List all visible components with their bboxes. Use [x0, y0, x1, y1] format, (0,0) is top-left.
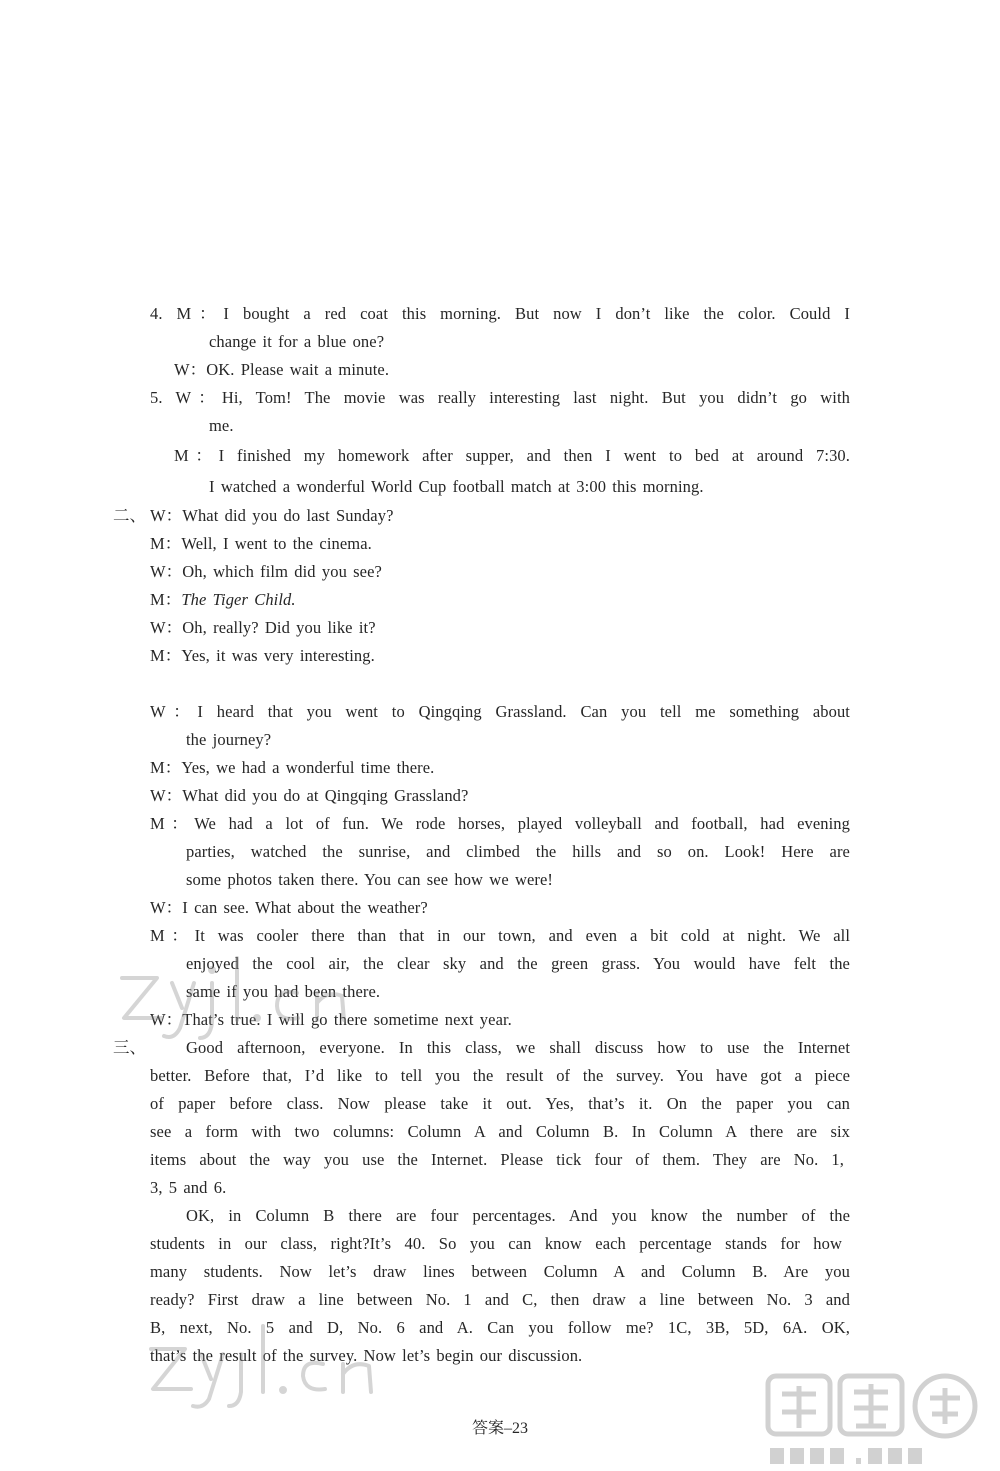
dialogue-line: W：I can see. What about the weather? — [150, 898, 428, 917]
q5-reply-1: M：I finished my homework after supper, and then I went to bed at around 7:30. — [174, 446, 850, 465]
paragraph-line: 3, 5 and 6. — [150, 1178, 227, 1197]
utterance: Well, I went to the cinema. — [181, 534, 372, 553]
q4-line-1: 4. M：I bought a red coat this morning. But now I don’t like the color. Could I — [150, 304, 850, 323]
q5-line-1: 5. W：Hi, Tom! The movie was really interesting last night. But you didn’t go with — [150, 388, 850, 407]
paragraph-line: that’s the result of the survey. Now let’s begin our discussion. — [150, 1346, 583, 1365]
paragraph-line: B, next, No. 5 and D, No. 6 and A. Can you follow me? 1C, 3B, 5D, 6A. OK, — [150, 1318, 850, 1337]
q5-reply-2: I watched a wonderful World Cup football match at 3:00 this morning. — [209, 477, 704, 496]
utterance: What did you do last Sunday? — [182, 506, 394, 525]
speaker: W： — [150, 562, 183, 581]
speaker: M： — [150, 590, 182, 609]
dialogue-line — [150, 590, 296, 610]
paragraph-line: ready? First draw a line between No. 1 and C, then draw a line between No. 3 and — [150, 1290, 850, 1309]
dialogue-line — [150, 506, 394, 526]
q4-reply: W：OK. Please wait a minute. — [174, 360, 390, 379]
q4-line-2: change it for a blue one? — [209, 332, 385, 351]
section-2-marker: 二、 — [113, 506, 146, 525]
paragraph-line: items about the way you use the Internet. Please tick four of them. They are No. 1, — [150, 1150, 844, 1169]
dialogue-line: W：What did you do at Qingqing Grassland? — [150, 786, 469, 805]
dialogue-line — [150, 646, 375, 666]
paragraph-line: see a form with two columns: Column A and Column B. In Column A there are six — [150, 1122, 850, 1141]
zyjl-watermark-logo — [112, 948, 392, 1043]
dialogue-line — [150, 562, 382, 582]
paragraph-line: Good afternoon, everyone. In this class, we shall discuss how to use the Internet — [186, 1038, 850, 1057]
speaker: W： — [150, 506, 183, 525]
mxqe-watermark-logo — [760, 1368, 1000, 1471]
dialogue-line: M：It was cooler there than that in our town, and even a bit cold at night. We all — [150, 926, 850, 945]
dialogue-line — [150, 534, 372, 554]
dialogue-line: W：I heard that you went to Qingqing Grassland. Can you tell me something about — [150, 702, 850, 721]
speaker: W： — [150, 618, 183, 637]
dialogue-line — [150, 618, 376, 638]
utterance: Yes, it was very interesting. — [181, 646, 375, 665]
dialogue-line: enjoyed the cool air, the clear sky and the green grass. You would have felt the — [186, 954, 850, 973]
film-title: The Tiger Child. — [181, 590, 296, 609]
dialogue-line: W：That’s true. I will go there sometime next year. — [150, 1010, 512, 1029]
paragraph-line: of paper before class. Now please take it out. Yes, that’s it. On the paper you can — [150, 1094, 850, 1113]
dialogue-line: the journey? — [186, 730, 272, 749]
page-number: 答案–23 — [471, 1420, 528, 1437]
paragraph-line: OK, in Column B there are four percentages. And you know the number of the — [186, 1206, 850, 1225]
dialogue-line: M：Yes, we had a wonderful time there. — [150, 758, 435, 777]
utterance: Oh, really? Did you like it? — [182, 618, 376, 637]
section-3-marker: 三、 — [113, 1038, 146, 1057]
paragraph-line: students in our class, right?It’s 40. So you can know each percentage stands for how — [150, 1234, 842, 1253]
dialogue-line: parties, watched the sunrise, and climbed the hills and so on. Look! Here are — [186, 842, 850, 861]
q5-line-2: me. — [209, 416, 234, 435]
dialogue-line: some photos taken there. You can see how we were! — [186, 870, 554, 889]
zyjl-watermark-logo — [143, 1314, 413, 1409]
utterance: Oh, which film did you see? — [182, 562, 382, 581]
paragraph-line: better. Before that, I’d like to tell you the result of the survey. You have got a piece — [150, 1066, 850, 1085]
paragraph-line: many students. Now let’s draw lines between Column A and Column B. Are you — [150, 1262, 850, 1281]
speaker: M： — [150, 534, 182, 553]
dialogue-line: M：We had a lot of fun. We rode horses, played volleyball and football, had evening — [150, 814, 850, 833]
dialogue-line: same if you had been there. — [186, 982, 381, 1001]
speaker: M： — [150, 646, 182, 665]
